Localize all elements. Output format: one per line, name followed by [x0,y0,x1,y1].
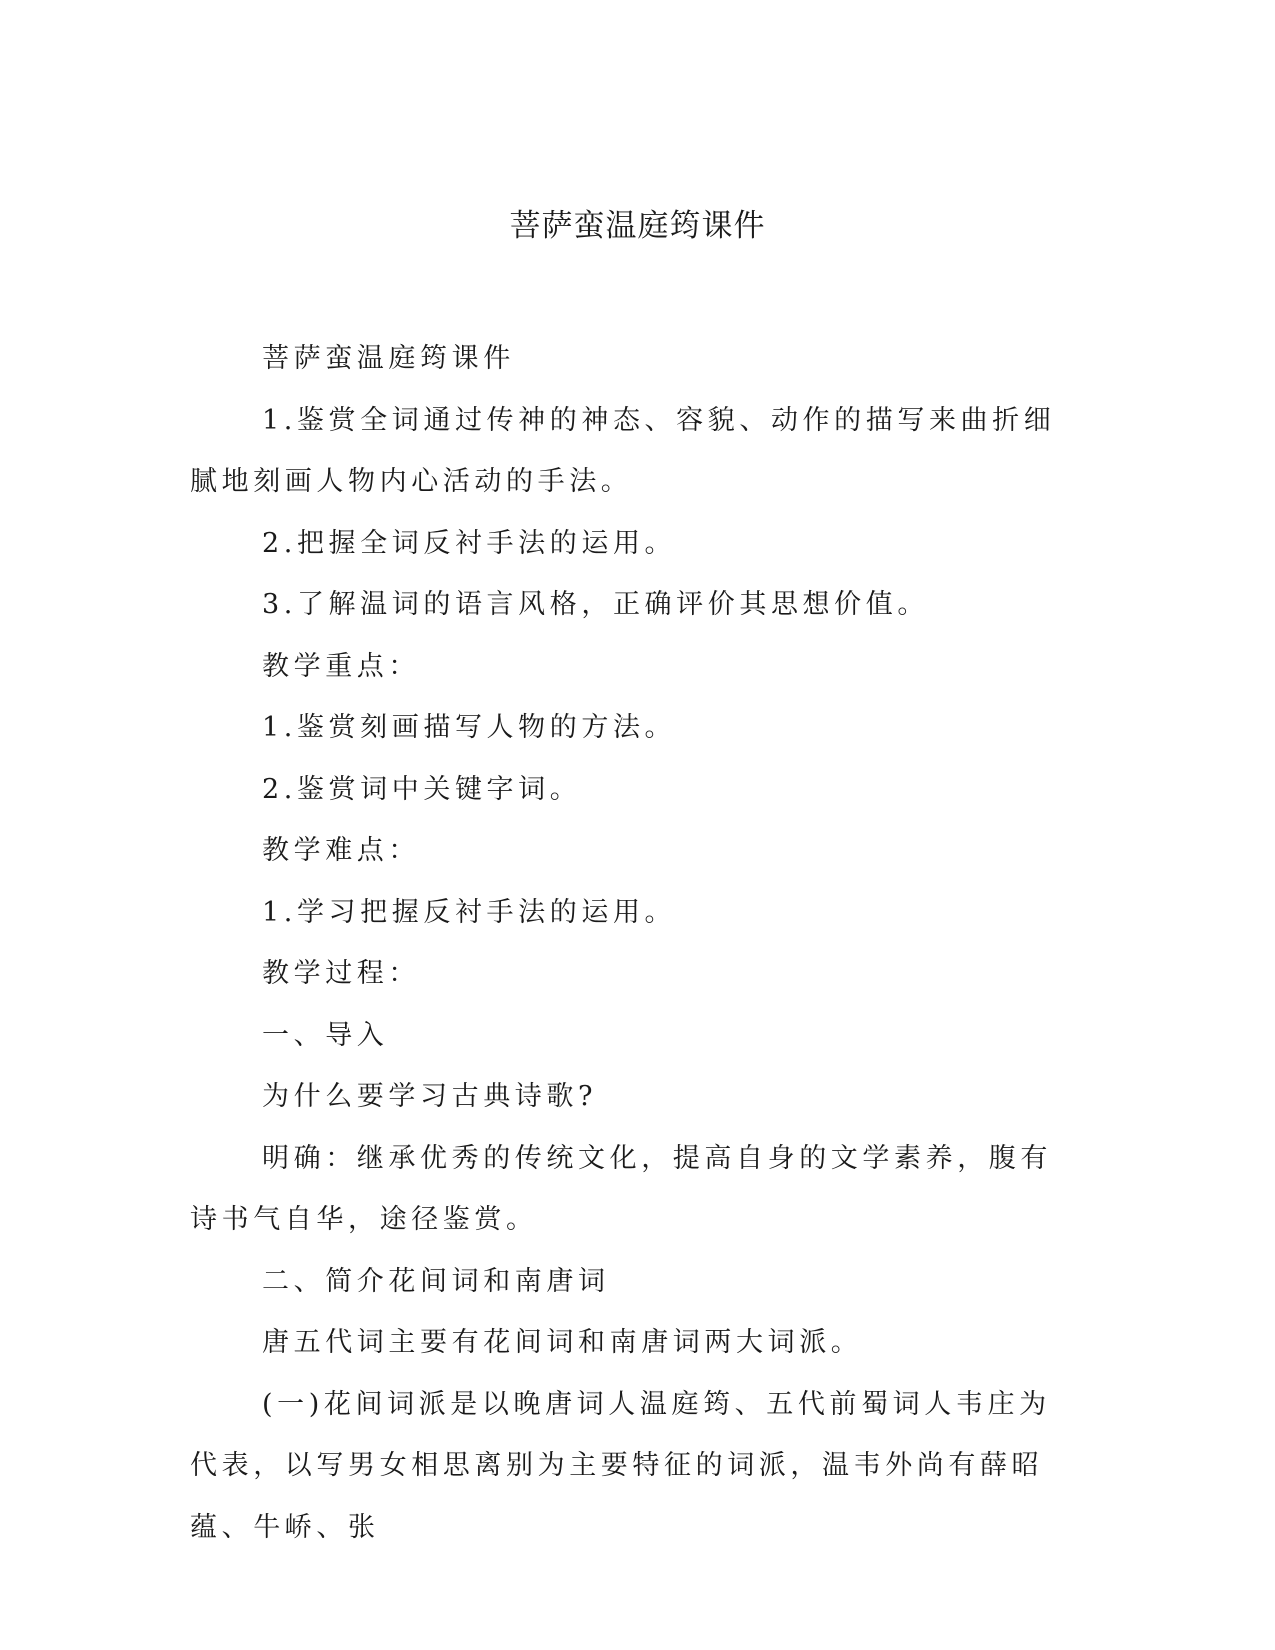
paragraph-answer: 明确：继承优秀的传统文化，提高自身的文学素养，腹有诗书气自华，途径鉴赏。 [190,1142,1052,1235]
paragraph-objective-2: 2.把握全词反衬手法的运用。 [262,527,677,559]
heading-process: 教学过程： [262,958,420,989]
heading-section-2: 二、简介花间词和南唐词 [262,1265,610,1297]
paragraph-objective-1: 1.鉴赏全词通过传神的神态、容貌、动作的描写来曲折细腻地刻画人物内心活动的手法。 [190,404,1056,497]
paragraph-question: 为什么要学习古典诗歌? [262,1081,598,1112]
document-title: 菩萨蛮温庭筠课件 [509,208,766,244]
paragraph-subtitle: 菩萨蛮温庭筠课件 [262,343,515,374]
heading-section-1: 一、导入 [262,1019,389,1051]
document-body [190,328,1080,1558]
paragraph-key-point-1: 1.鉴赏刻画描写人物的方法。 [262,712,677,743]
paragraph-huajian-school: (一)花间词派是以晚唐词人温庭筠、五代前蜀词人韦庄为代表，以写男女相思离别为主要特征的词派，温韦外尚有薛昭蕴、牛峤、张 [190,1388,1051,1543]
heading-key-points: 教学重点： [262,650,420,682]
heading-difficulties: 教学难点： [262,835,420,866]
paragraph-intro-schools: 唐五代词主要有花间词和南唐词两大词派。 [262,1327,863,1358]
paragraph-key-point-2: 2.鉴赏词中关键字词。 [262,773,582,805]
paragraph-objective-3: 3.了解温词的语言风格，正确评价其思想价值。 [262,589,929,620]
paragraph-difficulty-1: 1.学习把握反衬手法的运用。 [262,896,677,928]
